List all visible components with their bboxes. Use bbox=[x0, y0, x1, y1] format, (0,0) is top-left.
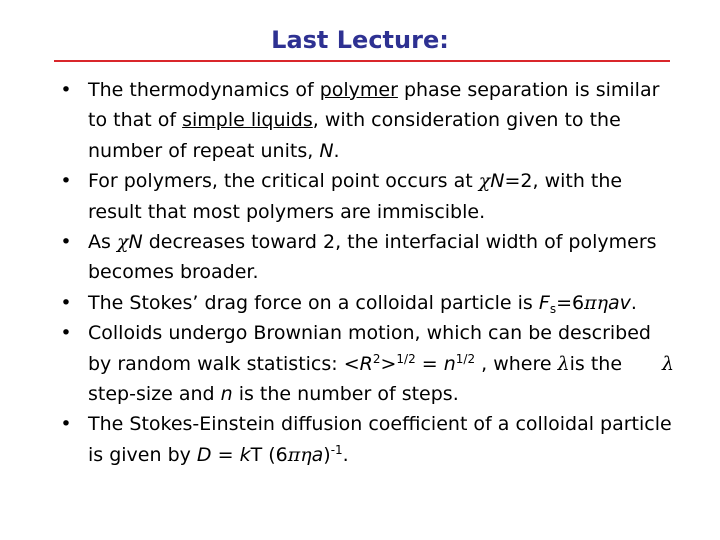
bullet-text: . bbox=[333, 139, 340, 162]
bullet-text: = bbox=[211, 443, 240, 466]
bullet-text: . bbox=[342, 443, 349, 466]
symbol-eta: η bbox=[596, 291, 608, 314]
bullet-text: decreases toward 2, the interfacial width of polymers becomes broader. bbox=[88, 231, 657, 284]
symbol-pi: π bbox=[584, 291, 597, 314]
bullet-item bbox=[60, 75, 680, 166]
symbol-pi: π bbox=[287, 443, 301, 466]
var-n: N bbox=[128, 231, 143, 254]
symbol-lambda: λ bbox=[662, 352, 675, 375]
bullet-text: The thermodynamics of bbox=[88, 79, 320, 101]
var-d: D bbox=[196, 443, 212, 466]
term-simple-liquids: simple liquids bbox=[182, 109, 313, 132]
bullet-dot: • bbox=[60, 170, 72, 193]
symbol-chi: χ bbox=[116, 231, 129, 254]
bullet-item bbox=[60, 227, 680, 288]
bullet-text: is the bbox=[569, 352, 623, 375]
bullet-text: phase separation is similar to that of bbox=[88, 79, 660, 132]
bullet-text: Colloids undergo Brownian motion, which can be described by random walk statistics: < bbox=[88, 322, 651, 375]
var-k: k bbox=[239, 443, 251, 466]
bullet-text: (6 bbox=[262, 443, 288, 466]
symbol-eta: η bbox=[300, 443, 312, 466]
bullet-dot: • bbox=[60, 291, 72, 314]
subscript-s: s bbox=[549, 301, 557, 316]
var-f: F bbox=[538, 291, 550, 314]
var-n: n bbox=[443, 352, 456, 375]
bullet-text: = bbox=[415, 352, 444, 375]
bullet-dot: • bbox=[60, 231, 72, 254]
bullet-text: step-size and bbox=[88, 383, 221, 406]
var-t: T bbox=[250, 443, 263, 466]
bullet-item bbox=[60, 288, 680, 318]
bullet-item bbox=[60, 318, 680, 409]
bullet-text: , with consideration given to the number of repeat units, bbox=[88, 109, 621, 162]
var-r: R bbox=[359, 352, 373, 375]
bullet-text: For polymers, the critical point occurs at bbox=[88, 170, 479, 193]
bullet-list bbox=[60, 75, 680, 470]
bullet-text: The Stokes-Einstein diffusion coefficient of a colloidal particle is given by bbox=[88, 413, 672, 466]
superscript-half: 1/2 bbox=[396, 351, 416, 366]
superscript-half: 1/2 bbox=[455, 351, 476, 366]
bullet-item bbox=[60, 409, 680, 470]
superscript-minus-1: -1 bbox=[330, 442, 343, 457]
var-av: av bbox=[607, 291, 631, 314]
bullet-text: As bbox=[88, 231, 117, 254]
bullet-text: =2, with the result that most polymers are immiscible. bbox=[88, 170, 623, 223]
term-polymer: polymer bbox=[319, 79, 398, 101]
bullet-dot: • bbox=[60, 79, 72, 101]
symbol-lambda: λ bbox=[557, 352, 570, 375]
bullet-dot: • bbox=[60, 413, 72, 436]
bullet-text: ) bbox=[323, 443, 331, 466]
bullet-text: , where bbox=[475, 352, 558, 375]
bullet-text: . bbox=[630, 291, 637, 314]
bullet-text: > bbox=[380, 352, 397, 375]
superscript-2: 2 bbox=[372, 351, 381, 366]
bullet-dot: • bbox=[60, 322, 72, 345]
bullet-item bbox=[60, 166, 680, 227]
var-n: N bbox=[319, 139, 334, 162]
slide-title: Last Lecture: bbox=[271, 26, 449, 54]
title-underline bbox=[54, 60, 670, 62]
var-n: n bbox=[220, 383, 233, 406]
bullet-text: =6 bbox=[556, 291, 585, 314]
bullet-text: is the number of steps. bbox=[232, 383, 459, 406]
bullet-text: The Stokes’ drag force on a colloidal particle is bbox=[88, 291, 539, 314]
symbol-chi: χ bbox=[478, 170, 491, 193]
var-a: a bbox=[311, 443, 324, 466]
var-n: N bbox=[490, 170, 505, 193]
